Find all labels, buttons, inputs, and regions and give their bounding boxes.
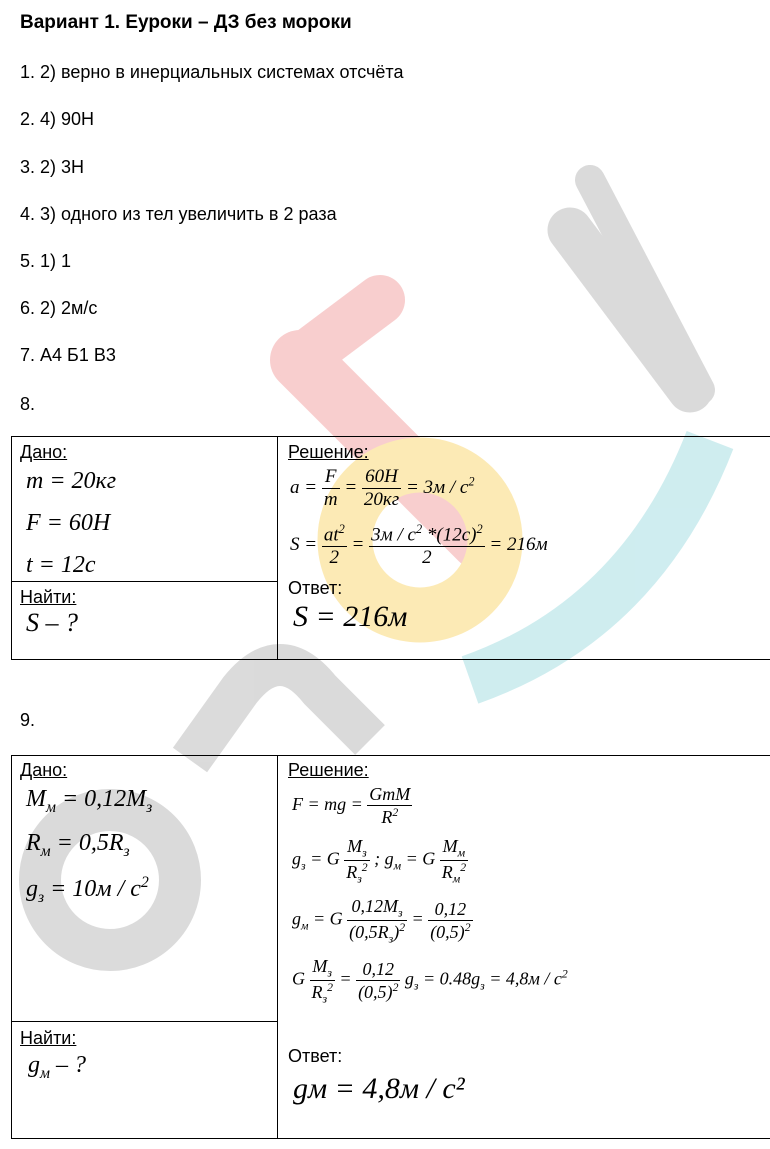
- answer-5: 5. 1) 1: [20, 251, 72, 271]
- task9-number: 9.: [20, 710, 36, 730]
- task8-given-3: t = 12c: [26, 552, 96, 578]
- task8-solution-label: Решение:: [288, 442, 369, 462]
- task9-find: $g_м$ – ?: [28, 1052, 86, 1082]
- task9-given-1: $M_м = 0,12M_з$: [26, 786, 153, 816]
- task8-answer: S = 216м: [293, 600, 408, 633]
- task9-solution-label: Решение:: [288, 760, 369, 780]
- task9-given-2: $R_м = 0,5R_з$: [26, 830, 130, 860]
- task9-answer-label: Ответ:: [288, 1046, 343, 1066]
- task9-formula-2: $g_з = G$ $\frac{M_з}{R_з^2}$ ; $g_м = G$ $\frac{M_м}{R_м^2}$: [292, 836, 467, 886]
- task8-formula-a: a = $\frac{F}{m}$ = $\frac{60H}{20кг}$ = $3м / c^2$: [290, 466, 475, 510]
- task8-given-1: m = 20кг: [26, 468, 117, 494]
- task8-find-label: Найти:: [20, 587, 77, 607]
- task9-given-label: Дано:: [20, 760, 68, 780]
- task8-number: 8.: [20, 394, 36, 414]
- answer-2: 2. 4) 90Н: [20, 109, 95, 129]
- task8-given-2: F = 60H: [26, 510, 111, 536]
- answer-6: 6. 2) 2м/с: [20, 298, 98, 318]
- task9-answer: gм = 4,8м / c²: [293, 1072, 465, 1105]
- answer-1: 1. 2) верно в инерциальных системах отсчёта: [20, 62, 404, 82]
- page-title: Вариант 1. Еуроки – ДЗ без мороки: [20, 12, 352, 33]
- task8-given-label: Дано:: [20, 442, 68, 462]
- task8-answer-label: Ответ:: [288, 578, 343, 598]
- answer-4: 4. 3) одного из тел увеличить в 2 раза: [20, 204, 337, 224]
- answer-7: 7. А4 Б1 В3: [20, 345, 116, 365]
- task8-formula-s: S = $\frac{at^2}{2}$ = $\frac{3м / c^2 *(12c)^2}{2}$ = 216м: [290, 522, 548, 569]
- task9-formula-1: F = mg = $\frac{\text{GmM}}{R^2}$: [292, 784, 411, 827]
- answer-3: 3. 2) 3Н: [20, 157, 85, 177]
- task9-formula-3: $g_м = G$ $\frac{0,12M_з}{(0,5R_з)^2}$ = $\frac{0,12}{(0,5)^2}$: [292, 896, 471, 946]
- task9-given-3: $g_з = 10м / c^2$: [26, 874, 149, 906]
- task8-find: S – ?: [26, 608, 78, 637]
- task9-formula-4: G $\frac{M_з}{R_з^2}$ = $\frac{0,12}{(0,5)^2}$ $g_з = 0.48g_з = 4,8м / c^2$: [292, 956, 568, 1006]
- task9-find-label: Найти:: [20, 1028, 77, 1048]
